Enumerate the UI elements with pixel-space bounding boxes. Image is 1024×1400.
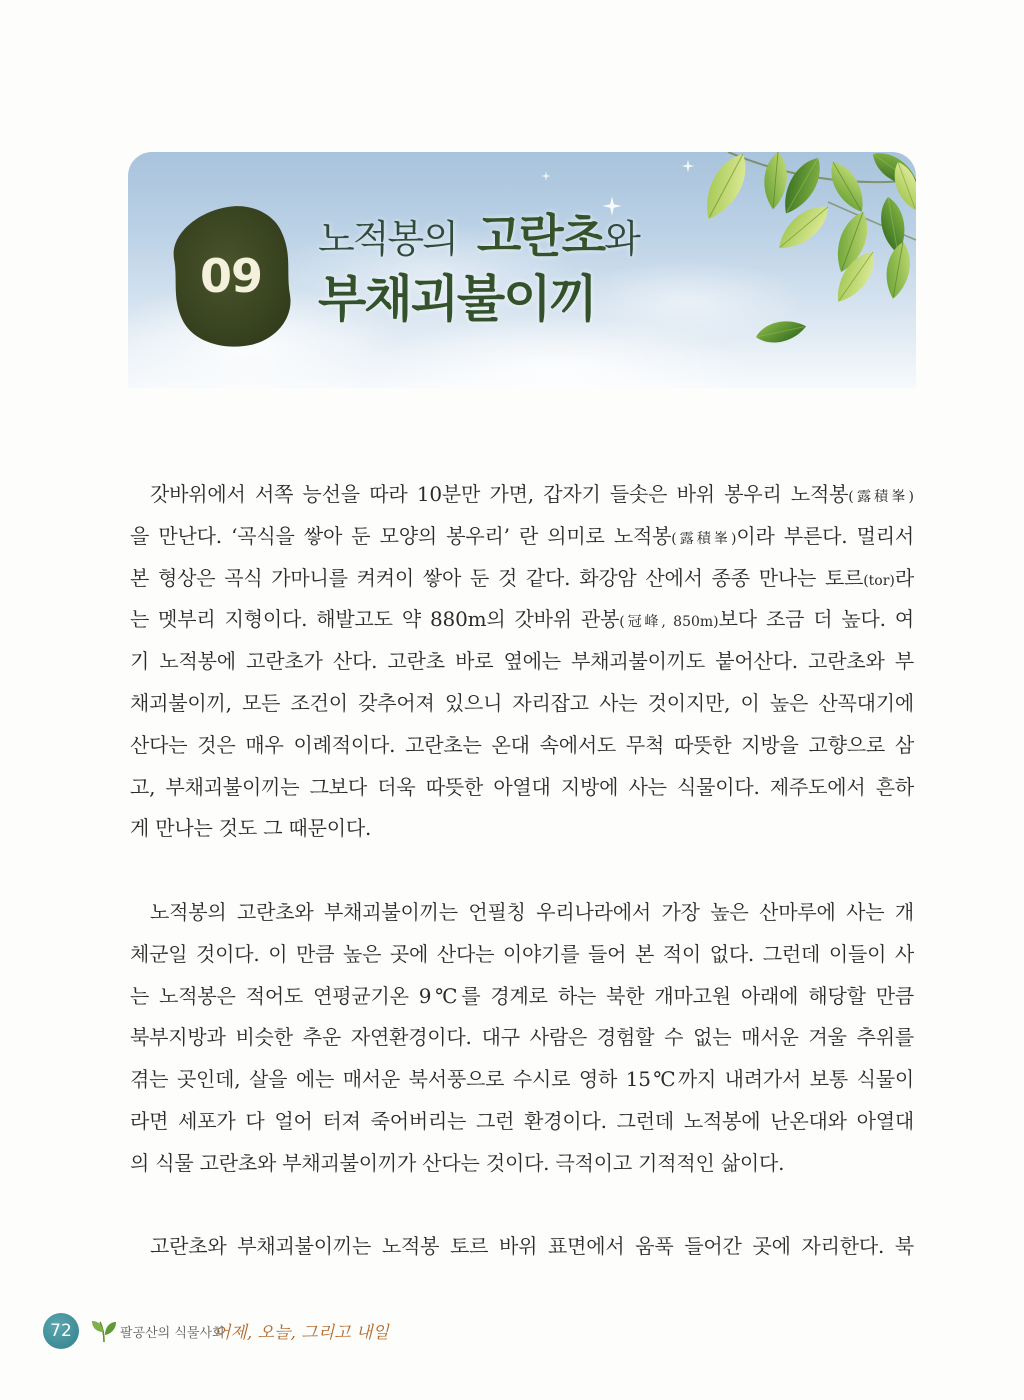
text-line: 기 노적봉에 고란초가 산다. 고란초 바로 옆에는 부채괴불이끼도 붙어산다. 고란초와 부 (130, 649, 914, 674)
book-subtitle: 어제, 오늘, 그리고 내일 (214, 1323, 389, 1343)
text-line: 채괴불이끼, 모든 조건이 갖추어져 있으니 자리잡고 사는 것이지만, 이 높은 산꼭대기에 (130, 690, 914, 715)
text-line: 는 노적봉은 적어도 연평균기온 9℃를 경계로 하는 북한 개마고원 아래에 해당할 만큼 (130, 983, 914, 1008)
text-segment: 는 멧부리 지형이다. 해발고도 약 880m의 갓바위 관봉 (130, 607, 620, 632)
paragraph (130, 474, 914, 850)
text-line: 북부지방과 비슷한 추운 자연환경이다. 대구 사람은 경험할 수 없는 매서운 겨울 추위를 (130, 1025, 914, 1050)
text-line (130, 516, 914, 558)
text-line: 게 만나는 것도 그 때문이다. (130, 816, 372, 841)
title-prefix: 노적봉의 (318, 217, 457, 261)
hanja-annotation: (冠峰, 850m) (619, 614, 719, 631)
title-highlight: 고란초 (476, 209, 605, 263)
chapter-banner (128, 152, 916, 388)
sparkle-icon (541, 171, 551, 181)
text-segment: 본 형상은 곡식 가마니를 켜켜이 쌓아 둔 것 같다. 화강암 산에서 종종 만나는 토르 (130, 565, 864, 590)
text-line: 산다는 것은 매우 이례적이다. 고란초는 온대 속에서도 무척 따뜻한 지방을 고향으로 삼 (130, 732, 914, 757)
leaf-icon (771, 198, 836, 258)
body-text (130, 474, 914, 1310)
text-line (130, 558, 914, 600)
text-segment: 이라 부른다. 멀리서 (736, 523, 914, 548)
leaf-sprig-icon (90, 1316, 118, 1344)
paragraph (130, 892, 914, 1185)
chapter-title-line-1 (318, 204, 639, 271)
sparkle-icon (682, 160, 695, 173)
leaf-icon (696, 152, 756, 226)
page-number: 72 (43, 1313, 79, 1349)
leaf-icon (754, 317, 808, 347)
text-line: 겪는 곳인데, 살을 에는 매서운 북서풍으로 수시로 영하 15℃까지 내려가서 보통 식물이 (130, 1067, 914, 1092)
text-line: 고, 부채괴불이끼는 그보다 더욱 따뜻한 아열대 지방에 사는 식물이다. 제주도에서 흔하 (130, 774, 914, 799)
text-segment: 을 만난다. ‘곡식을 쌓아 둔 모양의 봉우리’ 란 의미로 노적봉 (130, 523, 672, 548)
text-segment: 라 (894, 565, 914, 590)
leaf-icon (882, 240, 914, 301)
paragraph (130, 1226, 914, 1268)
hanja-annotation: (露積峯) (848, 489, 914, 505)
text-segment: 보다 조금 더 높다. 여 (718, 607, 914, 632)
text-line: 의 식물 고란초와 부채괴불이끼가 산다는 것이다. 극적이고 기적적인 삶이다. (130, 1150, 785, 1175)
title-suffix: 와 (604, 217, 639, 261)
chapter-title-line-2: 부채괴불이끼 (318, 269, 596, 328)
text-line (130, 474, 914, 516)
hanja-annotation: (露積峯) (671, 530, 737, 547)
chapter-number: 09 (199, 248, 262, 303)
text-line (130, 599, 914, 641)
term-annotation: (tor) (863, 572, 895, 589)
leaf-icon (823, 156, 871, 217)
text-line: 체군일 것이다. 이 만큼 높은 곳에 산다는 이야기를 들어 본 적이 없다. 그런데 이들이 사 (130, 941, 914, 966)
leaf-icon (762, 152, 789, 210)
text-line: 고란초와 부채괴불이끼는 노적봉 토르 바위 표면에서 움푹 들어간 곳에 자리한다. 북 (150, 1234, 914, 1259)
text-line: 노적봉의 고란초와 부채괴불이끼는 언필칭 우리나라에서 가장 높은 산마루에 사는 개 (150, 899, 914, 924)
book-title: 팔공산의 식물사회 (120, 1326, 225, 1341)
text-segment: 갓바위에서 서쪽 능선을 따라 10분만 가면, 갑자기 들솟은 바위 봉우리 노적봉 (150, 482, 849, 506)
text-line: 라면 세포가 다 얼어 터져 죽어버리는 그런 환경이다. 그런데 노적봉에 난온대와 아열대 (130, 1108, 914, 1133)
